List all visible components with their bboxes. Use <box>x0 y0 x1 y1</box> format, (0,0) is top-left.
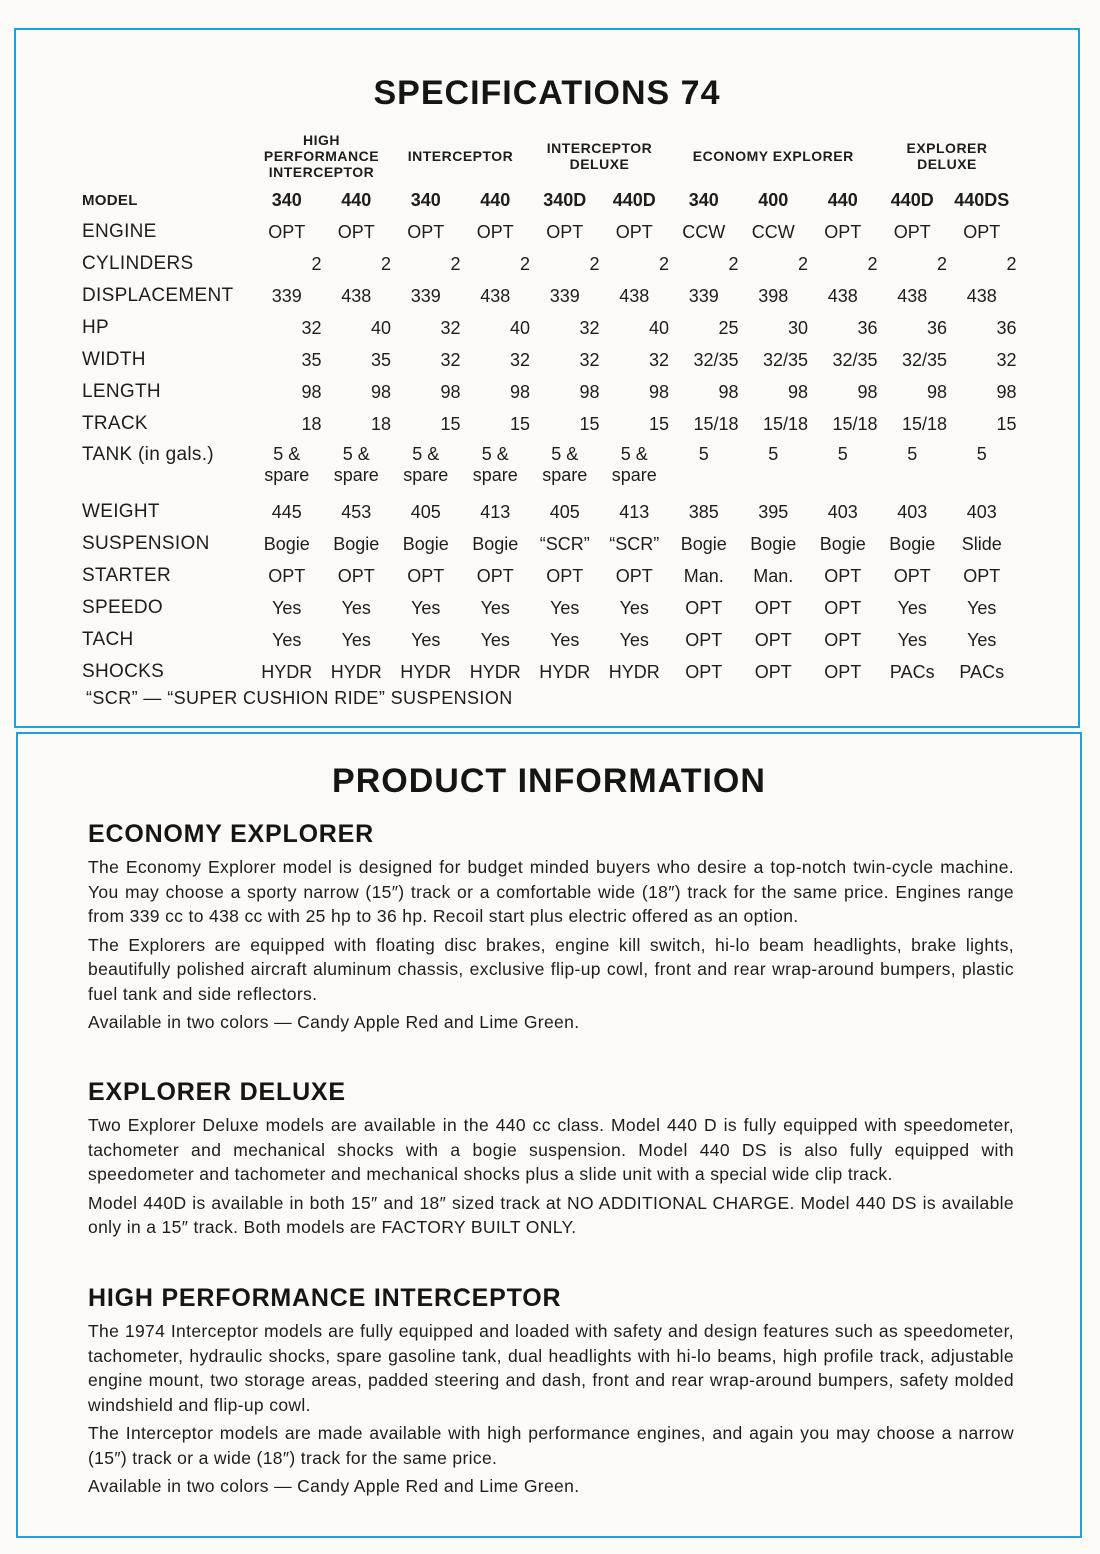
spec-cell: 32/35 <box>762 349 808 370</box>
spec-row <box>82 376 1017 408</box>
spec-cell: OPT <box>615 565 653 586</box>
specifications-panel <box>14 28 1080 728</box>
spec-cell: 98 <box>857 381 878 402</box>
spec-cell: 15 <box>440 413 461 434</box>
row-label: MODEL <box>82 191 138 209</box>
scr-footnote: “SCR” — “SUPER CUSHION RIDE” SUSPENSION <box>86 688 513 708</box>
spec-cell: Yes <box>341 629 371 650</box>
spec-cell: 15 <box>579 413 600 434</box>
specifications-title: SPECIFICATIONS 74 <box>373 74 721 112</box>
spec-cell: “SCR” <box>609 533 660 554</box>
model-cell: 440 <box>341 189 372 210</box>
model-cell: 340 <box>271 189 302 210</box>
row-label: SPEEDO <box>82 597 163 618</box>
spec-cell: 98 <box>718 381 739 402</box>
spec-cell: 413 <box>480 501 511 522</box>
spec-cell: 403 <box>827 501 858 522</box>
spec-cell: 15/18 <box>901 413 947 434</box>
spec-cell: HYDR <box>330 661 382 682</box>
spec-row <box>82 528 1017 560</box>
spec-cell: OPT <box>337 565 375 586</box>
model-cell: 440 <box>827 189 858 210</box>
spec-cell: 32 <box>579 349 600 370</box>
spec-cell: 5 <box>976 444 987 464</box>
spec-row <box>82 248 1017 280</box>
row-label: WIDTH <box>82 349 146 370</box>
row-label: CYLINDERS <box>82 253 194 274</box>
spec-cell: 32 <box>579 317 600 338</box>
spec-cell: OPT <box>685 629 723 650</box>
spec-cell: 98 <box>926 381 947 402</box>
spec-row <box>82 216 1017 248</box>
spec-cell: CCW <box>682 221 726 242</box>
spec-cell: Yes <box>272 629 302 650</box>
spec-cell: 18 <box>301 413 322 434</box>
spec-cell: 36 <box>857 317 878 338</box>
spec-cell: 32 <box>440 349 461 370</box>
spec-cell: Yes <box>341 597 371 618</box>
spec-cell: OPT <box>824 221 862 242</box>
spec-cell: 2 <box>589 253 600 274</box>
spec-row <box>82 280 1017 312</box>
spec-cell: 32/35 <box>832 349 878 370</box>
spec-cell: 15/18 <box>832 413 878 434</box>
model-group-header: EXPLORER DELUXE <box>906 140 988 172</box>
model-cell: 340 <box>688 189 719 210</box>
spec-cell: OPT <box>824 661 862 682</box>
row-label: SUSPENSION <box>82 533 210 554</box>
spec-cell: “SCR” <box>539 533 590 554</box>
spec-cell: Yes <box>550 597 580 618</box>
spec-cell: 15 <box>648 413 669 434</box>
spec-cell: OPT <box>337 221 375 242</box>
spec-cell: 25 <box>718 317 739 338</box>
section-heading: EXPLORER DELUXE <box>88 1078 346 1106</box>
spec-cell: 339 <box>271 285 302 306</box>
product-information-title: PRODUCT INFORMATION <box>332 762 766 800</box>
spec-cell: OPT <box>615 221 653 242</box>
spec-cell: 36 <box>926 317 947 338</box>
model-cell: 440D <box>890 189 934 210</box>
spec-cell: PACs <box>959 661 1005 682</box>
spec-cell: 2 <box>936 253 947 274</box>
spec-cell: 32/35 <box>901 349 947 370</box>
spec-cell: 15/18 <box>762 413 808 434</box>
row-label: WEIGHT <box>82 501 160 522</box>
paragraph: The 1974 Interceptor models are fully equipped and loaded with safety and design features such as speedometer, tachometer, hydraulic shocks, spare gasoline tank, dual headlights with hi-lo beams, high profile track, adjustable engine mount, two storage areas, padded steering and dash, front and rear wrap-around bumpers, safety molded windshield and flip-up cowl. <box>88 1321 1014 1415</box>
spec-cell: 98 <box>648 381 669 402</box>
spec-cell: 5 <box>837 444 848 464</box>
spec-cell: OPT <box>476 221 514 242</box>
spec-cell: 36 <box>996 317 1017 338</box>
spec-cell: Yes <box>619 597 649 618</box>
high-performance-interceptor-section <box>88 1284 1014 1503</box>
paragraph: The Explorers are equipped with floating disc brakes, engine kill switch, hi-lo beam headlights, brake lights, beautifully polished aircraft aluminum chassis, exclusive flip-up cowl, front and rear wrap-around bumpers, plastic fuel tank and side reflectors. <box>88 934 1014 1004</box>
spec-cell: 98 <box>579 381 600 402</box>
spec-cell: Bogie <box>402 533 449 554</box>
spec-cell: Bogie <box>333 533 380 554</box>
spec-cell: Bogie <box>889 533 936 554</box>
spec-cell: 5 & spare <box>403 444 449 485</box>
spec-cell: 339 <box>549 285 580 306</box>
section-heading: HIGH PERFORMANCE INTERCEPTOR <box>88 1284 562 1312</box>
spec-cell: 398 <box>758 285 789 306</box>
paragraph: Model 440D is available in both 15″ and 18″ sized track at NO ADDITIONAL CHARGE. Model 440 DS is available only in a 15″ track. Both models are FACTORY BUILT ONLY. <box>88 1192 1014 1237</box>
spec-row <box>82 624 1017 656</box>
spec-cell: 15/18 <box>693 413 739 434</box>
spec-cell: 35 <box>301 349 322 370</box>
spec-cell: 40 <box>370 317 391 338</box>
spec-cell: 5 <box>907 444 918 464</box>
row-label: STARTER <box>82 565 172 586</box>
spec-cell: OPT <box>824 597 862 618</box>
spec-cell: HYDR <box>261 661 313 682</box>
spec-cell: 2 <box>380 253 391 274</box>
spec-row <box>82 656 1017 688</box>
spec-cell: HYDR <box>539 661 591 682</box>
spec-cell: OPT <box>407 565 445 586</box>
spec-cell: 32/35 <box>693 349 739 370</box>
spec-cell: OPT <box>893 221 931 242</box>
model-cell: 400 <box>758 189 789 210</box>
spec-cell: 5 & spare <box>611 444 657 485</box>
spec-cell: 98 <box>301 381 322 402</box>
paragraph: The Interceptor models are made available with high performance engines, and again you may choose a narrow (15″) track or a wide (18″) track for the same price. <box>88 1423 1014 1468</box>
spec-cell: Yes <box>619 629 649 650</box>
header-spacer <box>82 128 252 184</box>
spec-cell: 438 <box>827 285 858 306</box>
paragraph: Available in two colors — Candy Apple Red and Lime Green. <box>88 1012 580 1032</box>
spec-cell: OPT <box>754 629 792 650</box>
spec-cell: 40 <box>509 317 530 338</box>
row-label: SHOCKS <box>82 661 165 682</box>
model-cell: 340D <box>543 189 587 210</box>
spec-cell: 405 <box>549 501 580 522</box>
spec-cell: OPT <box>824 565 862 586</box>
spec-cell: 40 <box>648 317 669 338</box>
spec-cell: OPT <box>893 565 931 586</box>
spec-cell: 98 <box>370 381 391 402</box>
spec-cell: PACs <box>889 661 935 682</box>
spec-row <box>82 344 1017 376</box>
explorer-deluxe-section <box>88 1078 1014 1244</box>
spec-cell: 32 <box>648 349 669 370</box>
spec-cell: OPT <box>268 565 306 586</box>
spec-cell: Yes <box>897 597 927 618</box>
product-information-panel <box>16 732 1082 1538</box>
spec-cell: 438 <box>966 285 997 306</box>
spec-cell: 385 <box>688 501 719 522</box>
spec-cell: 339 <box>410 285 441 306</box>
spec-cell: OPT <box>476 565 514 586</box>
specifications-table <box>82 128 1017 688</box>
spec-cell: 438 <box>480 285 511 306</box>
spec-cell: Yes <box>480 629 510 650</box>
spec-cell: OPT <box>754 597 792 618</box>
economy-explorer-section <box>88 820 1014 1039</box>
spec-row <box>82 592 1017 624</box>
spec-cell: OPT <box>407 221 445 242</box>
spec-cell: OPT <box>685 597 723 618</box>
spec-cell: Yes <box>967 597 997 618</box>
spec-cell: OPT <box>546 221 584 242</box>
spec-cell: 413 <box>619 501 650 522</box>
spec-cell: OPT <box>963 221 1001 242</box>
spec-cell: 30 <box>787 317 808 338</box>
paragraph: The Economy Explorer model is designed for budget minded buyers who desire a top-notch twin-cycle machine. You may choose a sporty narrow (15″) track or a comfortable wide (18″) track for the same price. Engines range from 339 cc to 438 cc with 25 hp to 36 hp. Recoil start plus electric offered as an option. <box>88 857 1014 926</box>
spec-cell: 2 <box>1006 253 1017 274</box>
spec-cell: 445 <box>271 501 302 522</box>
spec-cell: Bogie <box>819 533 866 554</box>
spec-cell: 2 <box>658 253 669 274</box>
spec-cell: Yes <box>411 597 441 618</box>
spec-cell: 5 & spare <box>542 444 588 485</box>
spec-cell: 98 <box>440 381 461 402</box>
spec-cell: 2 <box>797 253 808 274</box>
spec-cell: OPT <box>824 629 862 650</box>
spec-cell: 18 <box>370 413 391 434</box>
spec-cell: 32 <box>996 349 1017 370</box>
spec-cell: 405 <box>410 501 441 522</box>
spec-cell: 32 <box>509 349 530 370</box>
model-cell: 440DS <box>954 189 1010 210</box>
row-label: LENGTH <box>82 381 161 402</box>
spec-cell: Yes <box>897 629 927 650</box>
spec-cell: Bogie <box>472 533 519 554</box>
model-row <box>82 184 1017 216</box>
spec-cell: 438 <box>619 285 650 306</box>
spec-row <box>82 440 1017 496</box>
spec-cell: OPT <box>685 661 723 682</box>
spec-cell: 403 <box>966 501 997 522</box>
spec-row <box>82 408 1017 440</box>
spec-cell: HYDR <box>608 661 660 682</box>
spec-cell: Bogie <box>263 533 310 554</box>
spec-cell: HYDR <box>400 661 452 682</box>
spec-cell: 5 <box>768 444 779 464</box>
spec-cell: 403 <box>897 501 928 522</box>
spec-cell: CCW <box>751 221 795 242</box>
spec-cell: HYDR <box>469 661 521 682</box>
spec-cell: 438 <box>897 285 928 306</box>
model-cell: 440D <box>612 189 656 210</box>
spec-cell: OPT <box>546 565 584 586</box>
spec-cell: 5 <box>698 444 709 464</box>
row-label: TACH <box>82 629 134 650</box>
spec-cell: Bogie <box>680 533 727 554</box>
spec-row <box>82 560 1017 592</box>
spec-cell: 2 <box>867 253 878 274</box>
spec-cell: Yes <box>550 629 580 650</box>
paragraph: Available in two colors — Candy Apple Red and Lime Green. <box>88 1476 580 1496</box>
spec-cell: 2 <box>728 253 739 274</box>
row-label: TRACK <box>82 413 148 434</box>
model-group-header: HIGH PERFORMANCE INTERCEPTOR <box>263 132 380 180</box>
spec-cell: Man. <box>753 565 794 586</box>
spec-cell: 35 <box>370 349 391 370</box>
spec-cell: 339 <box>688 285 719 306</box>
row-label: DISPLACEMENT <box>82 285 234 306</box>
spec-cell: OPT <box>963 565 1001 586</box>
row-label: HP <box>82 317 109 338</box>
spec-cell: 98 <box>996 381 1017 402</box>
paragraph: Two Explorer Deluxe models are available in the 440 cc class. Model 440 D is fully equipped with speedometer, tachometer and mechanical shocks with a bogie suspension. Model 440 DS is also fully equipped with speedometer and tachometer and mechanical shocks plus a slide unit with a special wide clip track. <box>88 1115 1014 1184</box>
spec-cell: 453 <box>341 501 372 522</box>
row-label: TANK (in gals.) <box>82 444 214 465</box>
spec-cell: 395 <box>758 501 789 522</box>
model-group-header: ECONOMY EXPLORER <box>692 148 854 164</box>
section-heading: ECONOMY EXPLORER <box>88 820 374 848</box>
spec-cell: 5 & spare <box>333 444 379 485</box>
spec-cell: 32 <box>440 317 461 338</box>
spec-cell: 2 <box>450 253 461 274</box>
spec-cell: 98 <box>509 381 530 402</box>
spec-cell: 5 & spare <box>472 444 518 485</box>
model-cell: 440 <box>480 189 511 210</box>
spec-cell: OPT <box>754 661 792 682</box>
spec-cell: 98 <box>787 381 808 402</box>
spec-cell: Yes <box>411 629 441 650</box>
spec-cell: 2 <box>311 253 322 274</box>
spec-cell: 5 & spare <box>264 444 310 485</box>
spec-cell: Yes <box>272 597 302 618</box>
spec-cell: Slide <box>961 533 1002 554</box>
model-group-header: INTERCEPTOR <box>407 148 514 164</box>
spec-cell: 438 <box>341 285 372 306</box>
spec-cell: 32 <box>301 317 322 338</box>
model-group-header-row <box>82 128 1017 184</box>
spec-row <box>82 496 1017 528</box>
spec-cell: 2 <box>519 253 530 274</box>
spec-cell: 15 <box>996 413 1017 434</box>
spec-cell: Bogie <box>750 533 797 554</box>
spec-cell: Man. <box>683 565 724 586</box>
row-label: ENGINE <box>82 221 157 242</box>
spec-cell: 15 <box>509 413 530 434</box>
spec-cell: Yes <box>967 629 997 650</box>
spec-cell: OPT <box>268 221 306 242</box>
spec-row <box>82 312 1017 344</box>
spec-cell: Yes <box>480 597 510 618</box>
model-group-header: INTERCEPTOR DELUXE <box>546 140 653 172</box>
model-cell: 340 <box>410 189 441 210</box>
